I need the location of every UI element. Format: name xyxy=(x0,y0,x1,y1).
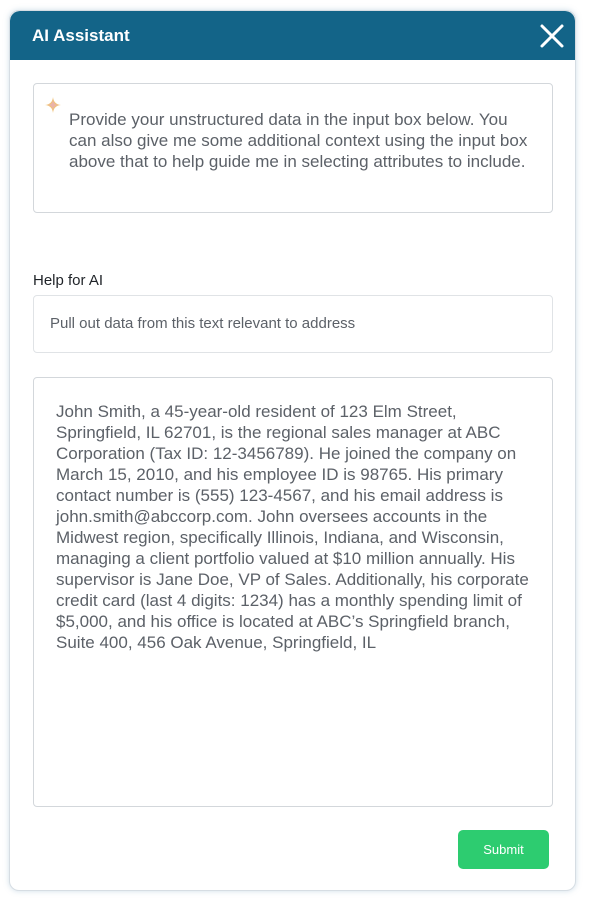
help-for-ai-input[interactable]: Pull out data from this text relevant to address xyxy=(33,295,553,353)
panel-title: AI Assistant xyxy=(32,26,130,45)
help-for-ai-label: Help for AI xyxy=(33,272,104,289)
panel-header xyxy=(10,11,575,60)
unstructured-data-textarea[interactable]: John Smith, a 45-year-old resident of 123 Elm Street, Springfield, IL 62701, is the regional sales manager at ABC Corporation (Tax ID: 12-3456789). He joined the company on March 15, 2010, and his employee ID is 98765. His primary contact number is (555) 123-4567, and his email address is john.smith@abccorp.com. John oversees accounts in the Midwest region, specifically Illinois, Indiana, and Wisconsin, managing a client portfolio valued at $10 million annually. His supervisor is Jane Doe, VP of Sales. Additionally, his corporate credit card (last 4 digits: 1234) has a monthly spending limit of $5,000, and his office is located at ABC’s Springfield branch, Suite 400, 456 Oak Avenue, Springfield, IL xyxy=(33,377,553,807)
ai-assistant-panel xyxy=(9,10,576,891)
close-icon[interactable] xyxy=(538,22,566,50)
info-box xyxy=(33,83,553,213)
sparkle-icon xyxy=(45,97,61,113)
info-text: Provide your unstructured data in the input box below. You can also give me some additional context using the input box above that to help guide me in selecting attributes to include. xyxy=(69,110,528,171)
submit-button[interactable]: Submit xyxy=(458,830,549,869)
